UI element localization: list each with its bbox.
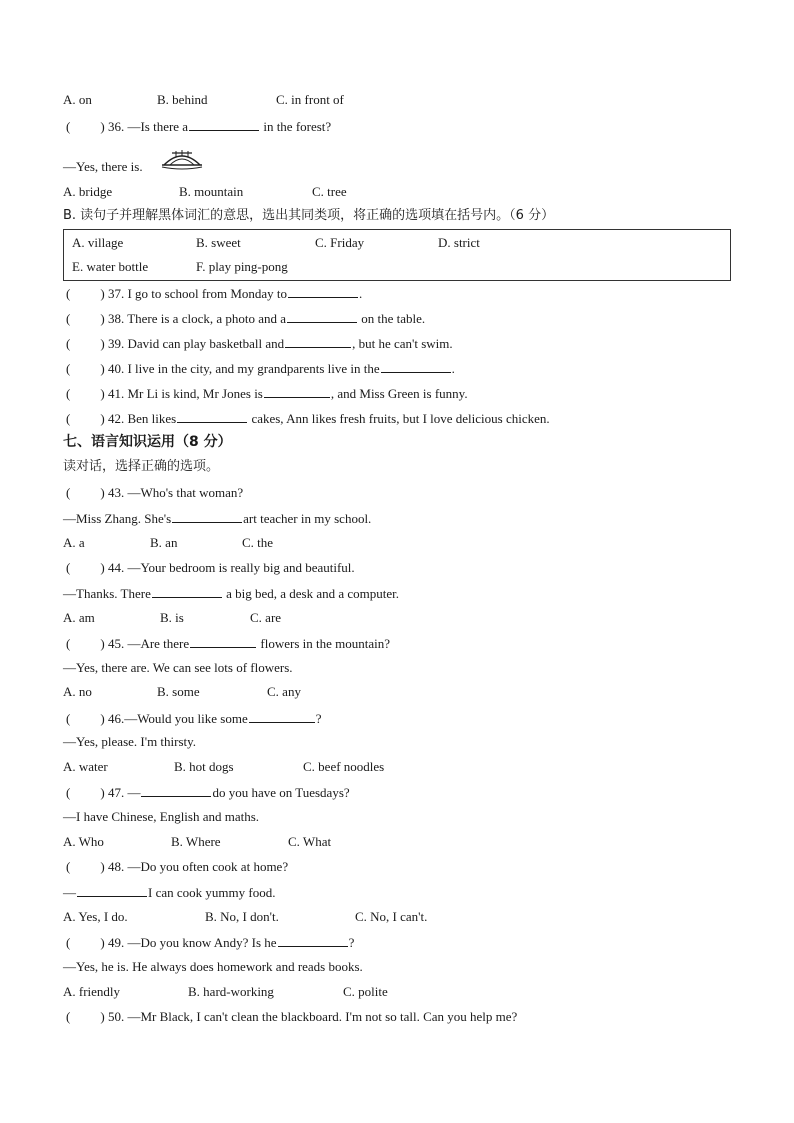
q45-line2: —Yes, there are. We can see lots of flowers. bbox=[63, 660, 293, 675]
q48-option-a[interactable]: A. Yes, I do. bbox=[63, 909, 128, 924]
answer-paren-open[interactable]: ( bbox=[66, 286, 71, 301]
answer-blank[interactable] bbox=[189, 118, 259, 131]
answer-blank[interactable] bbox=[77, 884, 147, 897]
question-48 bbox=[66, 859, 288, 875]
answer-paren-open[interactable]: ( bbox=[66, 1009, 71, 1024]
answer-paren-open[interactable]: ( bbox=[66, 361, 71, 376]
q44-option-c[interactable]: C. are bbox=[250, 610, 282, 625]
question-text: There is a clock, a photo and a bbox=[127, 311, 287, 326]
q47-option-a[interactable]: A. Who bbox=[63, 834, 104, 849]
question-text-post: do you have on Tuesdays? bbox=[212, 785, 350, 800]
answer-paren-close[interactable]: ) bbox=[100, 411, 105, 426]
q49-option-b[interactable]: B. hard-working bbox=[188, 984, 274, 999]
question-46 bbox=[66, 710, 322, 727]
question-37 bbox=[66, 285, 362, 302]
question-number: 36. bbox=[107, 119, 125, 134]
question-number: 43. bbox=[107, 485, 125, 500]
answer-blank[interactable] bbox=[278, 934, 348, 947]
answer-paren-open[interactable]: ( bbox=[66, 119, 71, 134]
answer-paren-close[interactable]: ) bbox=[100, 1009, 105, 1024]
answer-blank[interactable] bbox=[381, 360, 451, 373]
answer-paren-open[interactable]: ( bbox=[66, 386, 71, 401]
answer-paren-open[interactable]: ( bbox=[66, 711, 71, 726]
question-text: —Your bedroom is really big and beautiful. bbox=[127, 560, 355, 575]
q46-line2: —Yes, please. I'm thirsty. bbox=[63, 734, 197, 749]
word-bank-e: E. water bottle bbox=[72, 259, 149, 274]
question-number: 45. bbox=[107, 636, 125, 651]
q48-option-c[interactable]: C. No, I can't. bbox=[355, 909, 428, 924]
q46-option-b[interactable]: B. hot dogs bbox=[174, 759, 234, 774]
question-42 bbox=[66, 410, 550, 427]
question-number: 44. bbox=[107, 560, 125, 575]
q46-option-a[interactable]: A. water bbox=[63, 759, 108, 774]
q43-option-c[interactable]: C. the bbox=[242, 535, 274, 550]
word-bank-c: C. Friday bbox=[315, 235, 365, 250]
question-text: — bbox=[127, 785, 141, 800]
q35-option-c[interactable]: C. in front of bbox=[276, 92, 344, 107]
answer-paren-close[interactable]: ) bbox=[100, 859, 105, 874]
question-text: —Would you like some bbox=[124, 711, 248, 726]
question-text-post: , but he can't swim. bbox=[352, 336, 453, 351]
question-text-post: in the forest? bbox=[263, 119, 332, 134]
q44-option-a[interactable]: A. am bbox=[63, 610, 95, 625]
answer-blank[interactable] bbox=[172, 510, 242, 523]
answer-paren-close[interactable]: ) bbox=[100, 386, 105, 401]
q36-option-c[interactable]: C. tree bbox=[312, 184, 347, 199]
answer-paren-close[interactable]: ) bbox=[100, 935, 105, 950]
word-bank-a: A. village bbox=[72, 235, 124, 250]
q45-option-b[interactable]: B. some bbox=[157, 684, 200, 699]
question-text-post: ? bbox=[315, 711, 322, 726]
question-text-post: cakes, Ann likes fresh fruits, but I love delicious chicken. bbox=[251, 411, 550, 426]
question-38 bbox=[66, 310, 425, 327]
answer-blank[interactable] bbox=[190, 635, 256, 648]
question-number: 41. bbox=[107, 386, 125, 401]
q45-option-c[interactable]: C. any bbox=[267, 684, 301, 699]
question-text: —Is there a bbox=[127, 119, 189, 134]
question-number: 50. bbox=[107, 1009, 125, 1024]
question-50 bbox=[66, 1009, 517, 1025]
q44-line2 bbox=[63, 585, 399, 602]
answer-paren-open[interactable]: ( bbox=[66, 411, 71, 426]
answer-paren-open[interactable]: ( bbox=[66, 636, 71, 651]
q36-option-b[interactable]: B. mountain bbox=[179, 184, 244, 199]
word-bank-d: D. strict bbox=[438, 235, 480, 250]
answer-blank[interactable] bbox=[249, 710, 315, 723]
answer-paren-close[interactable]: ) bbox=[100, 119, 105, 134]
answer-paren-open[interactable]: ( bbox=[66, 935, 71, 950]
q43-option-b[interactable]: B. an bbox=[150, 535, 178, 550]
q47-option-b[interactable]: B. Where bbox=[171, 834, 221, 849]
dialogue-text: — bbox=[63, 885, 76, 900]
question-text: —Mr Black, I can't clean the blackboard. I'm not so tall. Can you help me? bbox=[127, 1009, 518, 1024]
answer-blank[interactable] bbox=[287, 310, 357, 323]
bridge-icon bbox=[160, 145, 204, 171]
answer-paren-open[interactable]: ( bbox=[66, 859, 71, 874]
question-text: —Do you often cook at home? bbox=[127, 859, 289, 874]
word-bank-box bbox=[63, 229, 731, 281]
q48-option-b[interactable]: B. No, I don't. bbox=[205, 909, 279, 924]
question-text-post: . bbox=[451, 361, 455, 376]
answer-paren-open[interactable]: ( bbox=[66, 311, 71, 326]
q47-option-c[interactable]: C. What bbox=[288, 834, 332, 849]
answer-blank[interactable] bbox=[288, 285, 358, 298]
answer-paren-close[interactable]: ) bbox=[100, 636, 105, 651]
question-number: 49. bbox=[107, 935, 125, 950]
q35-option-b[interactable]: B. behind bbox=[157, 92, 208, 107]
question-text-post: . bbox=[359, 286, 363, 301]
answer-paren-close[interactable]: ) bbox=[100, 485, 105, 500]
q47-line2: —I have Chinese, English and maths. bbox=[63, 809, 260, 824]
question-text: —Do you know Andy? Is he bbox=[127, 935, 277, 950]
q48-line2 bbox=[63, 884, 275, 901]
dialogue-text-post: a big bed, a desk and a computer. bbox=[226, 586, 400, 601]
question-text-post: ? bbox=[348, 935, 355, 950]
word-bank-b: B. sweet bbox=[196, 235, 241, 250]
dialogue-text: —Thanks. There bbox=[63, 586, 151, 601]
answer-paren-open[interactable]: ( bbox=[66, 560, 71, 575]
answer-paren-close[interactable]: ) bbox=[100, 711, 105, 726]
question-number: 46. bbox=[107, 711, 125, 726]
answer-blank[interactable] bbox=[285, 335, 351, 348]
question-number: 47. bbox=[107, 785, 125, 800]
answer-blank[interactable] bbox=[141, 784, 211, 797]
answer-blank[interactable] bbox=[264, 385, 330, 398]
answer-blank[interactable] bbox=[152, 585, 222, 598]
answer-blank[interactable] bbox=[177, 410, 247, 423]
answer-paren-open[interactable]: ( bbox=[66, 336, 71, 351]
question-text-post: , and Miss Green is funny. bbox=[330, 386, 468, 401]
answer-paren-open[interactable]: ( bbox=[66, 785, 71, 800]
q43-line2 bbox=[63, 510, 371, 527]
q45-option-a[interactable]: A. no bbox=[63, 684, 92, 699]
q43-option-a[interactable]: A. a bbox=[63, 535, 85, 550]
question-43 bbox=[66, 485, 243, 501]
answer-paren-close[interactable]: ) bbox=[100, 560, 105, 575]
answer-paren-close[interactable]: ) bbox=[100, 785, 105, 800]
question-number: 48. bbox=[107, 859, 125, 874]
q49-option-a[interactable]: A. friendly bbox=[63, 984, 121, 999]
q36-answer: —Yes, there is. bbox=[63, 159, 143, 174]
dialogue-text-post: I can cook yummy food. bbox=[148, 885, 276, 900]
answer-paren-close[interactable]: ) bbox=[100, 286, 105, 301]
question-number: 37. bbox=[107, 286, 125, 301]
q49-option-c[interactable]: C. polite bbox=[343, 984, 388, 999]
question-41 bbox=[66, 385, 468, 402]
q46-option-c[interactable]: C. beef noodles bbox=[303, 759, 385, 774]
question-45 bbox=[66, 635, 390, 652]
q49-line2: —Yes, he is. He always does homework and reads books. bbox=[63, 959, 363, 974]
answer-paren-open[interactable]: ( bbox=[66, 485, 71, 500]
part-b-instruction: B. 读句子并理解黑体词汇的意思，选出其同类项，将正确的选项填在括号内。（6 分） bbox=[63, 208, 555, 223]
question-number: 42. bbox=[107, 411, 125, 426]
q36-line bbox=[66, 118, 331, 135]
question-text-post: flowers in the mountain? bbox=[260, 636, 391, 651]
question-text: I go to school from Monday to bbox=[127, 286, 288, 301]
question-40 bbox=[66, 360, 455, 377]
question-44 bbox=[66, 560, 355, 576]
question-47 bbox=[66, 784, 350, 801]
question-text: David can play basketball and bbox=[127, 336, 285, 351]
question-text-post: on the table. bbox=[361, 311, 426, 326]
answer-paren-close[interactable]: ) bbox=[100, 336, 105, 351]
q35-option-a[interactable]: A. on bbox=[63, 92, 92, 107]
question-39 bbox=[66, 335, 453, 352]
question-text: Ben likes bbox=[127, 411, 177, 426]
answer-paren-close[interactable]: ) bbox=[100, 361, 105, 376]
question-number: 40. bbox=[107, 361, 125, 376]
section-7-instruction: 读对话，选择正确的选项。 bbox=[63, 459, 220, 474]
answer-paren-close[interactable]: ) bbox=[100, 311, 105, 326]
word-bank-f: F. play ping-pong bbox=[196, 259, 288, 274]
q44-option-b[interactable]: B. is bbox=[160, 610, 184, 625]
question-text: —Are there bbox=[127, 636, 190, 651]
question-number: 39. bbox=[107, 336, 125, 351]
question-49 bbox=[66, 934, 354, 951]
dialogue-text: —Miss Zhang. She's bbox=[63, 511, 172, 526]
dialogue-text-post: art teacher in my school. bbox=[243, 511, 372, 526]
question-text: I live in the city, and my grandparents live in the bbox=[127, 361, 380, 376]
question-text: Mr Li is kind, Mr Jones is bbox=[127, 386, 263, 401]
section-7-title: 七、语言知识运用（8 分） bbox=[63, 434, 232, 450]
question-number: 38. bbox=[107, 311, 125, 326]
question-text: —Who's that woman? bbox=[127, 485, 244, 500]
q36-option-a[interactable]: A. bridge bbox=[63, 184, 113, 199]
